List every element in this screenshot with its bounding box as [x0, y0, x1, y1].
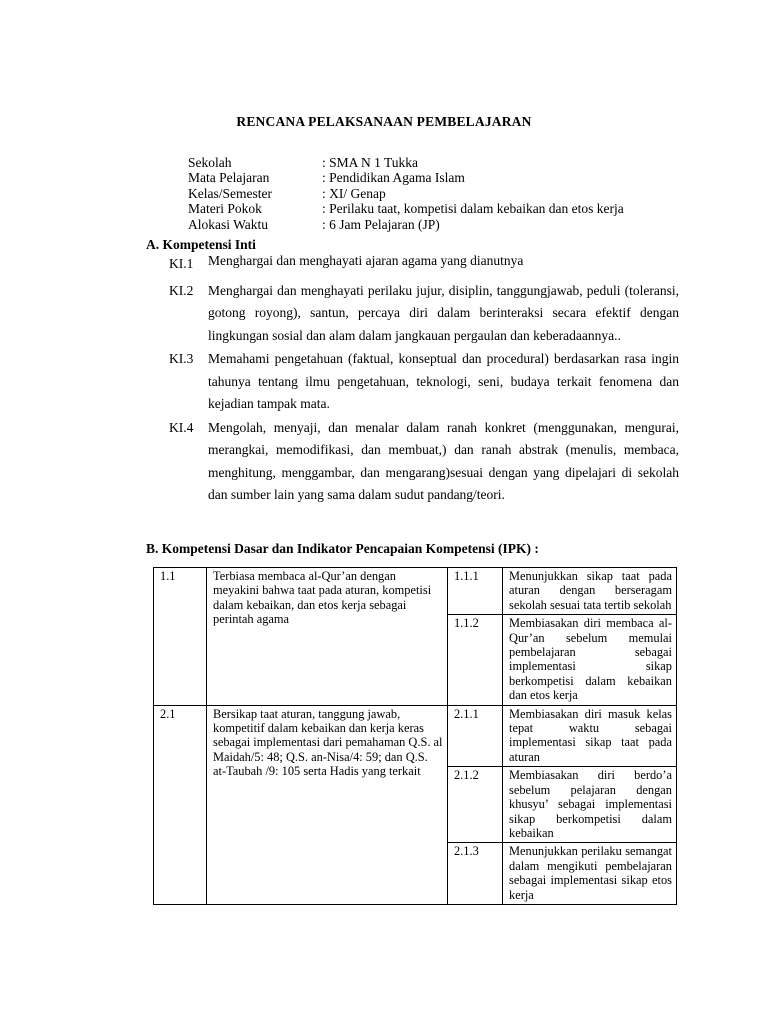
ki-item: [169, 253, 679, 276]
identity-value: : Pendidikan Agama Islam: [322, 170, 465, 186]
table-row: [154, 705, 677, 767]
ki-item: [169, 417, 679, 507]
identity-row: [188, 170, 624, 185]
identity-value: : XI/ Genap: [322, 185, 386, 201]
ki-code: KI.3: [169, 351, 194, 366]
ki-text: Menghargai dan menghayati ajaran agama yang dianutnya: [208, 253, 524, 268]
identity-label: Kelas/Semester: [188, 185, 272, 201]
identity-row: [188, 201, 624, 216]
section-b-heading: B. Kompetensi Dasar dan Indikator Pencapaian Kompetensi (IPK) :: [146, 541, 539, 556]
ki-text: Memahami pengetahuan (faktual, konseptual dan procedural) berdasarkan rasa ingin tahunya tentang ilmu pengetahuan, teknologi, seni, budaya terkait fenomena dan kejadian tampak mata.: [208, 351, 679, 411]
ki-code: KI.4: [169, 419, 194, 435]
kompetensi-inti-list: [169, 253, 679, 508]
ki-code: KI.2: [169, 282, 194, 298]
kd-description-cell: Bersikap taat aturan, tanggung jawab, kompetitif dalam kebaikan dan kerja keras sebagai implementasi dari pemahaman Q.S. al Maidah/5: 48; Q.S. an-Nisa/4: 59; dan Q.S. at-Taubah /9: 105 serta Hadis yang terkait: [207, 705, 448, 904]
identity-label: Materi Pokok: [188, 201, 262, 217]
identity-block: [188, 155, 624, 232]
ki-item: [169, 348, 679, 416]
indicator-code-cell: 2.1.1: [448, 705, 503, 767]
indicator-text-cell: Menunjukkan perilaku semangat dalam mengikuti pembelajaran sebagai implementasi sikap etos kerja: [503, 843, 677, 905]
ki-text: Mengolah, menyaji, dan menalar dalam ranah konkret (menggunakan, mengurai, merangkai, memodifikasi, dan membuat,) dan ranah abstrak (menulis, membaca, menghitung, menggambar, dan mengarang)sesuai dengan yang dipelajari di sekolah dan sumber lain yang sama dalam sudut pandang/teori.: [208, 419, 679, 502]
indicator-text-cell: Menunjukkan sikap taat pada aturan dengan berseragam sekolah sesuai tata tertib sekolah: [503, 568, 677, 615]
identity-value: : Perilaku taat, kompetisi dalam kebaikan dan etos kerja: [322, 201, 624, 217]
indicator-code-cell: 2.1.2: [448, 767, 503, 843]
identity-value: : 6 Jam Pelajaran (JP): [322, 216, 440, 232]
indicator-code-cell: 1.1.2: [448, 615, 503, 705]
identity-row: [188, 155, 624, 170]
identity-row: [188, 217, 624, 232]
identity-label: Mata Pelajaran: [188, 170, 270, 186]
section-a-heading: A. Kompetensi Inti: [146, 237, 256, 252]
kd-description-cell: Terbiasa membaca al-Qur’an dengan meyakini bahwa taat pada aturan, kompetisi dalam kebaikan, dan etos kerja sebagai perintah agama: [207, 568, 448, 706]
table-row: [154, 568, 677, 615]
identity-value: : SMA N 1 Tukka: [322, 155, 419, 170]
indicator-code-cell: 1.1.1: [448, 568, 503, 615]
identity-label: Alokasi Waktu: [188, 216, 269, 232]
kd-code-cell: 2.1: [154, 705, 207, 904]
kd-code-cell: 1.1: [154, 568, 207, 706]
indicator-text-cell: Membiasakan diri masuk kelas tepat waktu sebagai implementasi sikap taat pada aturan: [503, 705, 677, 767]
indicator-text-cell: Membiasakan diri membaca al-Qur’an sebelum memulai pembelajaran sebagai implementasi sikap berkompetisi dalam kebaikan dan etos kerja: [503, 615, 677, 705]
ki-item: [169, 280, 679, 348]
indicator-code-cell: 2.1.3: [448, 843, 503, 905]
indicator-text-cell: Membiasakan diri berdo’a sebelum pelajaran dengan khusyu’ sebagai implementasi sikap berkompetisi dalam kebaikan: [503, 767, 677, 843]
identity-row: [188, 186, 624, 201]
ki-code: KI.1: [169, 256, 194, 271]
identity-label: Sekolah: [188, 155, 232, 170]
document-title: RENCANA PELAKSANAAN PEMBELAJARAN: [236, 114, 532, 129]
ki-text: Menghargai dan menghayati perilaku jujur, disiplin, tanggungjawab, peduli (toleransi, gotong royong), santun, percaya diri dalam berinteraksi secara efektif dengan lingkungan sosial dan alam dalam jangkauan pergaulan dan keberadaannya..: [208, 282, 679, 343]
kompetensi-dasar-table: [153, 567, 677, 905]
